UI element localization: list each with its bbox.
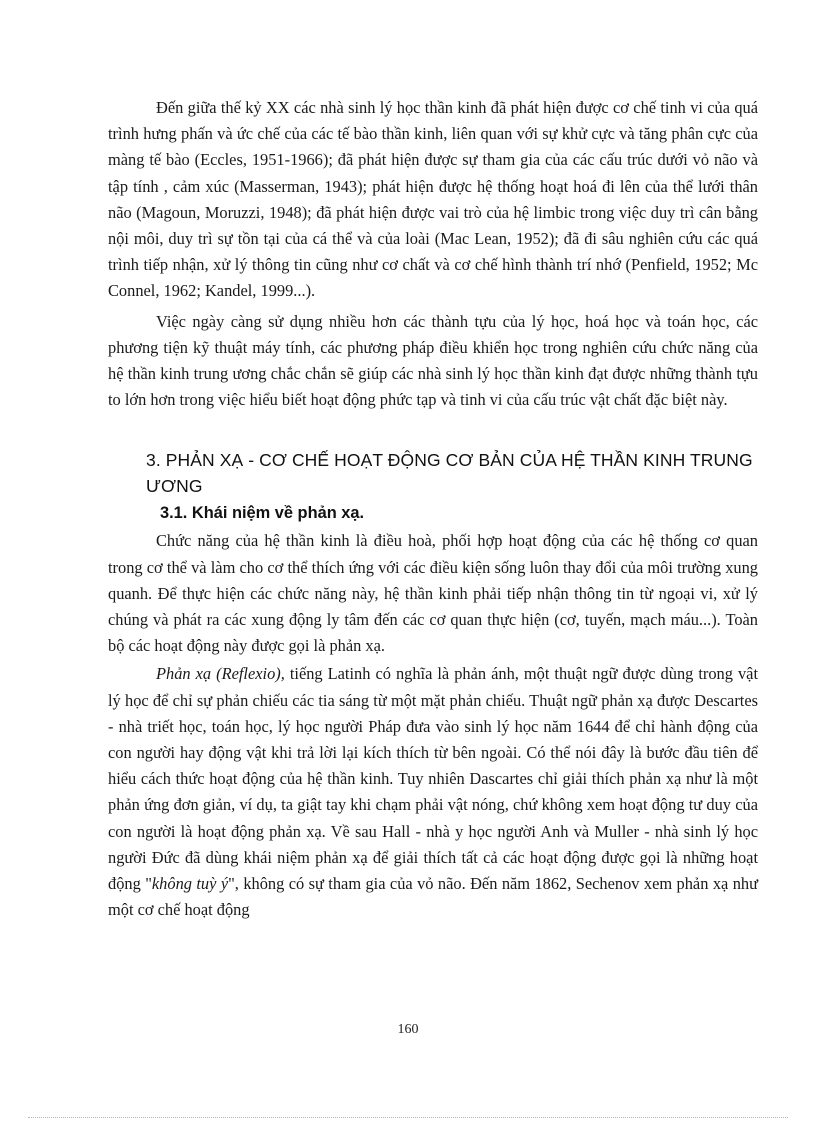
reflex-term: Phản xạ (Reflexio), xyxy=(156,664,285,684)
section-heading: 3. PHẢN XẠ - CƠ CHẾ HOẠT ĐỘNG CƠ BẢN CỦA HỆ THẦN KINH TRUNG ƯƠNG xyxy=(146,450,753,497)
paragraph-eccles: Đến giữa thế kỷ XX các nhà sinh lý học thần kinh đã phát hiện được cơ chế tinh vi của quá trình hưng phấn và ức chế của các tế bào thần kinh, liên quan với sự khử cực và tăng phân cực của màng tế bào (Eccles, 1951-1966); đã phát hiện được sự tham gia của các cấu trúc dưới vỏ não và tập tính , cảm xúc (Masserman, 1943); phát hiện được hệ thống hoạt hoá đi lên của thể lưới thân não (Magoun, Moruzzi, 1948); đã phát hiện được vai trò của hệ limbic trong việc duy trì cân bằng nội môi, duy trì sự tồn tại của cá thể và của loài (Mac Lean, 1952); đã đi sâu nghiên cứu các quá trình tiếp nhận, xử lý thông tin cũng như cơ chất và cơ chế hình thành trí nhớ (Penfield, 1952; Mc Connel, 1962; Kandel, 1999...). xyxy=(108,98,758,301)
document-page xyxy=(108,95,758,927)
bottom-divider xyxy=(28,1117,788,1118)
paragraph-technology: Việc ngày càng sử dụng nhiều hơn các thành tựu của lý học, hoá học và toán học, các phương tiện kỹ thuật máy tính, các phương pháp điều khiển học trong nghiên cứu chức năng của hệ thần kinh trung ương chắc chắn sẽ giúp các nhà sinh lý học thần kinh đạt được những thành tựu to lớn hơn trong việc hiểu biết hoạt động phức tạp và tinh vi của cấu trúc vật chất đặc biệt này. xyxy=(108,311,758,410)
page-number: 160 xyxy=(397,1022,419,1037)
reflex-text-part-2: ", không có sự tham gia của vỏ não. Đến năm 1862, Sechenov xem phản xạ như một cơ chế hoạt động xyxy=(108,874,758,920)
reflex-text-part-1: tiếng Latinh có nghĩa là phản ánh, một thuật ngữ được dùng trong vật lý học để chỉ sự phản chiếu các tia sáng từ một mặt phản chiếu. Thuật ngữ phản xạ được Descartes - nhà triết học, toán học, lý học người Pháp đưa vào sinh lý học năm 1644 để chỉ hành động của con người hay động vật khi trả lời lại kích thích từ bên ngoài. Có thể nói đây là bước đầu tiên để hiểu cách thức hoạt động của hệ thần kinh. Tuy nhiên Dascartes chỉ giải thích phản xạ như là một phản ứng đơn giản, ví dụ, ta giật tay khi chạm phải vật nóng, chứ không xem hoạt động tư duy của con người là hoạt động phản xạ. Về sau Hall - nhà y học người Anh và Muller - nhà sinh lý học người Đức đã dùng khái niệm phản xạ để giải thích tất cả các hoạt động được gọi là những hoạt động " xyxy=(108,664,758,894)
paragraph-reflex-definition xyxy=(108,661,758,923)
subsection-heading: 3.1. Khái niệm về phản xạ. xyxy=(160,504,365,523)
reflex-emphasis: không tuỳ ý xyxy=(151,874,229,894)
paragraph-nervous-function: Chức năng của hệ thần kinh là điều hoà, phối hợp hoạt động của các hệ thống cơ quan trong cơ thể và làm cho cơ thể thích ứng với các điều kiện sống luôn thay đổi của môi trường xung quanh. Để thực hiện các chức năng này, hệ thần kinh phải tiếp nhận thông tin từ ngoại vi, xử lý chúng và phát ra các xung động ly tâm đến các cơ quan thực hiện (cơ, tuyến, mạch máu...). Toàn bộ các hoạt động này được gọi là phản xạ. xyxy=(108,531,758,656)
